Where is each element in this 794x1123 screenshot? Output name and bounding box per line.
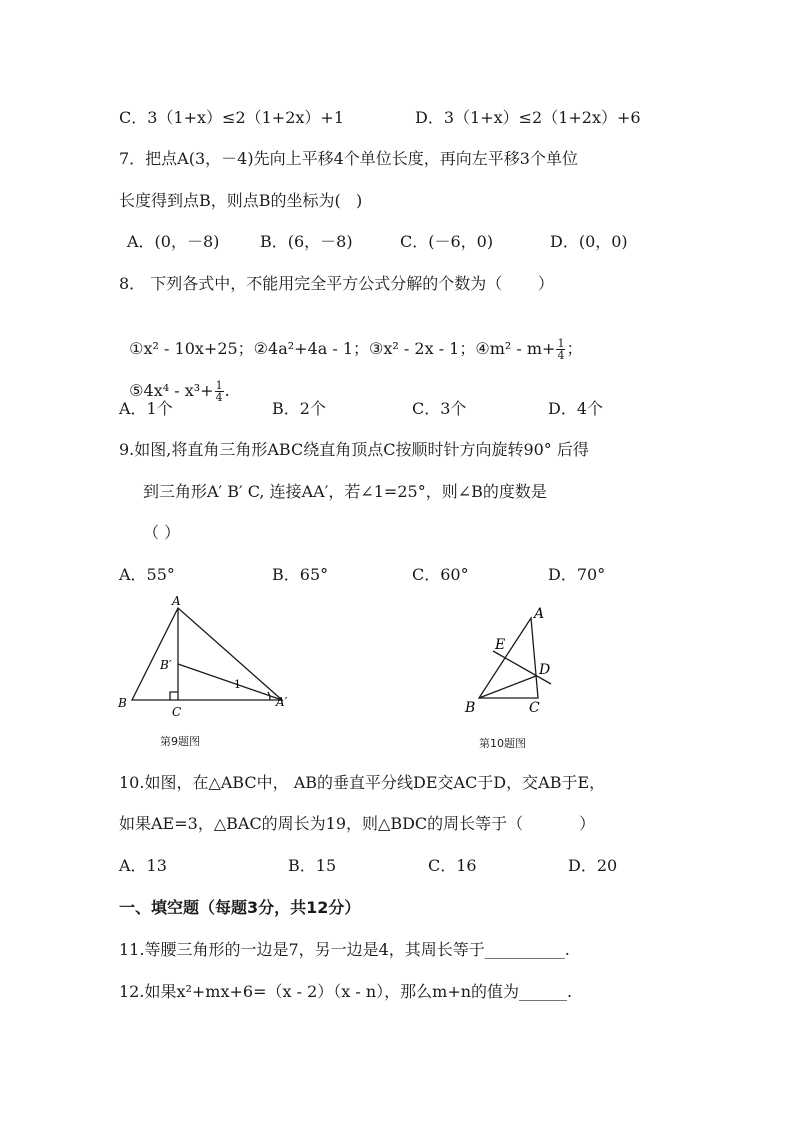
q7-stem-line1: 7．把点A(3，－4)先向上平移4个单位长度，再向左平移3个单位 (119, 149, 578, 168)
fraction-numerator: 1 (215, 379, 223, 392)
section-heading: 一、填空题（每题3分，共12分） (119, 898, 361, 917)
fraction-denominator: 4 (557, 349, 565, 362)
label-angle-1: 1 (234, 678, 241, 691)
triangle-abc-outline (132, 608, 282, 700)
q10-stem-line2: 如果AE=3，△BAC的周长为19，则△BDC的周长等于（ ） (119, 814, 596, 833)
label-b-prime: B′ (160, 658, 172, 672)
label-d: D (539, 662, 551, 678)
fraction-numerator: 1 (557, 337, 565, 350)
q9-option-d: D．70° (548, 565, 606, 584)
q6-option-d: D．3（1+x）≤2（1+2x）+6 (415, 108, 641, 127)
q10-option-b: B．15 (288, 856, 337, 875)
q8-option-b: B．2个 (272, 399, 326, 418)
q7-option-c: C．(－6，0) (400, 232, 494, 251)
q8-expr1-text: ①x² - 10x+25；②4a²+4a - 1；③x² - 2x - 1；④m² - m+ (129, 339, 556, 358)
q10-option-c: C．16 (428, 856, 477, 875)
right-angle-mark (170, 692, 178, 700)
q9-option-c: C．60° (412, 565, 469, 584)
q9-stem-line2: 到三角形A′ B′ C, 连接AA′，若∠1=25°，则∠B的度数是 (143, 482, 547, 501)
q9-stem-line3: （ ） (143, 523, 181, 542)
figure-10-caption: 第10题图 (479, 737, 526, 750)
label-a-prime: A′ (276, 695, 288, 709)
q12-stem: 12.如果x²+mx+6=（x - 2）（x - n），那么m+n的值为______. (119, 982, 573, 1001)
fraction-one-quarter (556, 338, 565, 361)
label-c: C (529, 700, 540, 716)
q8-expr2-text: ⑤4x⁴ - x³+ (129, 381, 214, 400)
q8-option-c: C．3个 (412, 399, 467, 418)
q7-stem-line2: 长度得到点B，则点B的坐标为( ) (119, 191, 363, 210)
q8-option-d: D．4个 (548, 399, 604, 418)
label-b: B (465, 700, 476, 716)
q10-stem-line1: 10.如图，在△ABC中， AB的垂直平分线DE交AC于D，交AB于E， (119, 773, 606, 792)
label-a: A (172, 594, 181, 608)
q10-option-d: D．20 (568, 856, 618, 875)
q7-option-d: D．(0，0) (550, 232, 628, 251)
q8-expr1-tail: ； (566, 339, 583, 358)
q8-stem: 8． 下列各式中，不能用完全平方公式分解的个数为（ ） (119, 274, 554, 293)
q9-stem-line1: 9.如图,将直角三角形ABC绕直角顶点C按顺时针方向旋转90° 后得 (119, 440, 589, 459)
segment-b-prime-a-prime (178, 664, 282, 700)
q8-option-a: A．1个 (119, 399, 173, 418)
figure-9-diagram (110, 592, 310, 722)
fraction-one-quarter (215, 380, 224, 403)
label-c: C (172, 705, 182, 719)
q8-expressions-line2 (119, 358, 230, 403)
label-b: B (118, 696, 127, 710)
q11-stem: 11.等腰三角形的一边是7，另一边是4，其周长等于__________. (119, 940, 570, 959)
figure-9-caption: 第9题图 (160, 735, 200, 748)
label-a: A (534, 606, 545, 622)
q7-option-b: B．(6，－8) (260, 232, 353, 251)
q10-option-a: A．13 (119, 856, 167, 875)
figure-10-diagram (455, 596, 575, 726)
label-e: E (495, 637, 506, 653)
q6-option-c: C．3（1+x）≤2（1+2x）+1 (119, 108, 344, 127)
segment-bd (479, 676, 536, 698)
angle-1-arc (268, 692, 270, 700)
q8-expr2-tail: . (224, 381, 230, 400)
q9-option-a: A．55° (119, 565, 175, 584)
fraction-denominator: 4 (215, 391, 223, 404)
q9-option-b: B．65° (272, 565, 329, 584)
q7-option-a: A．(0，－8) (127, 232, 220, 251)
q8-expressions-line1 (119, 316, 582, 361)
